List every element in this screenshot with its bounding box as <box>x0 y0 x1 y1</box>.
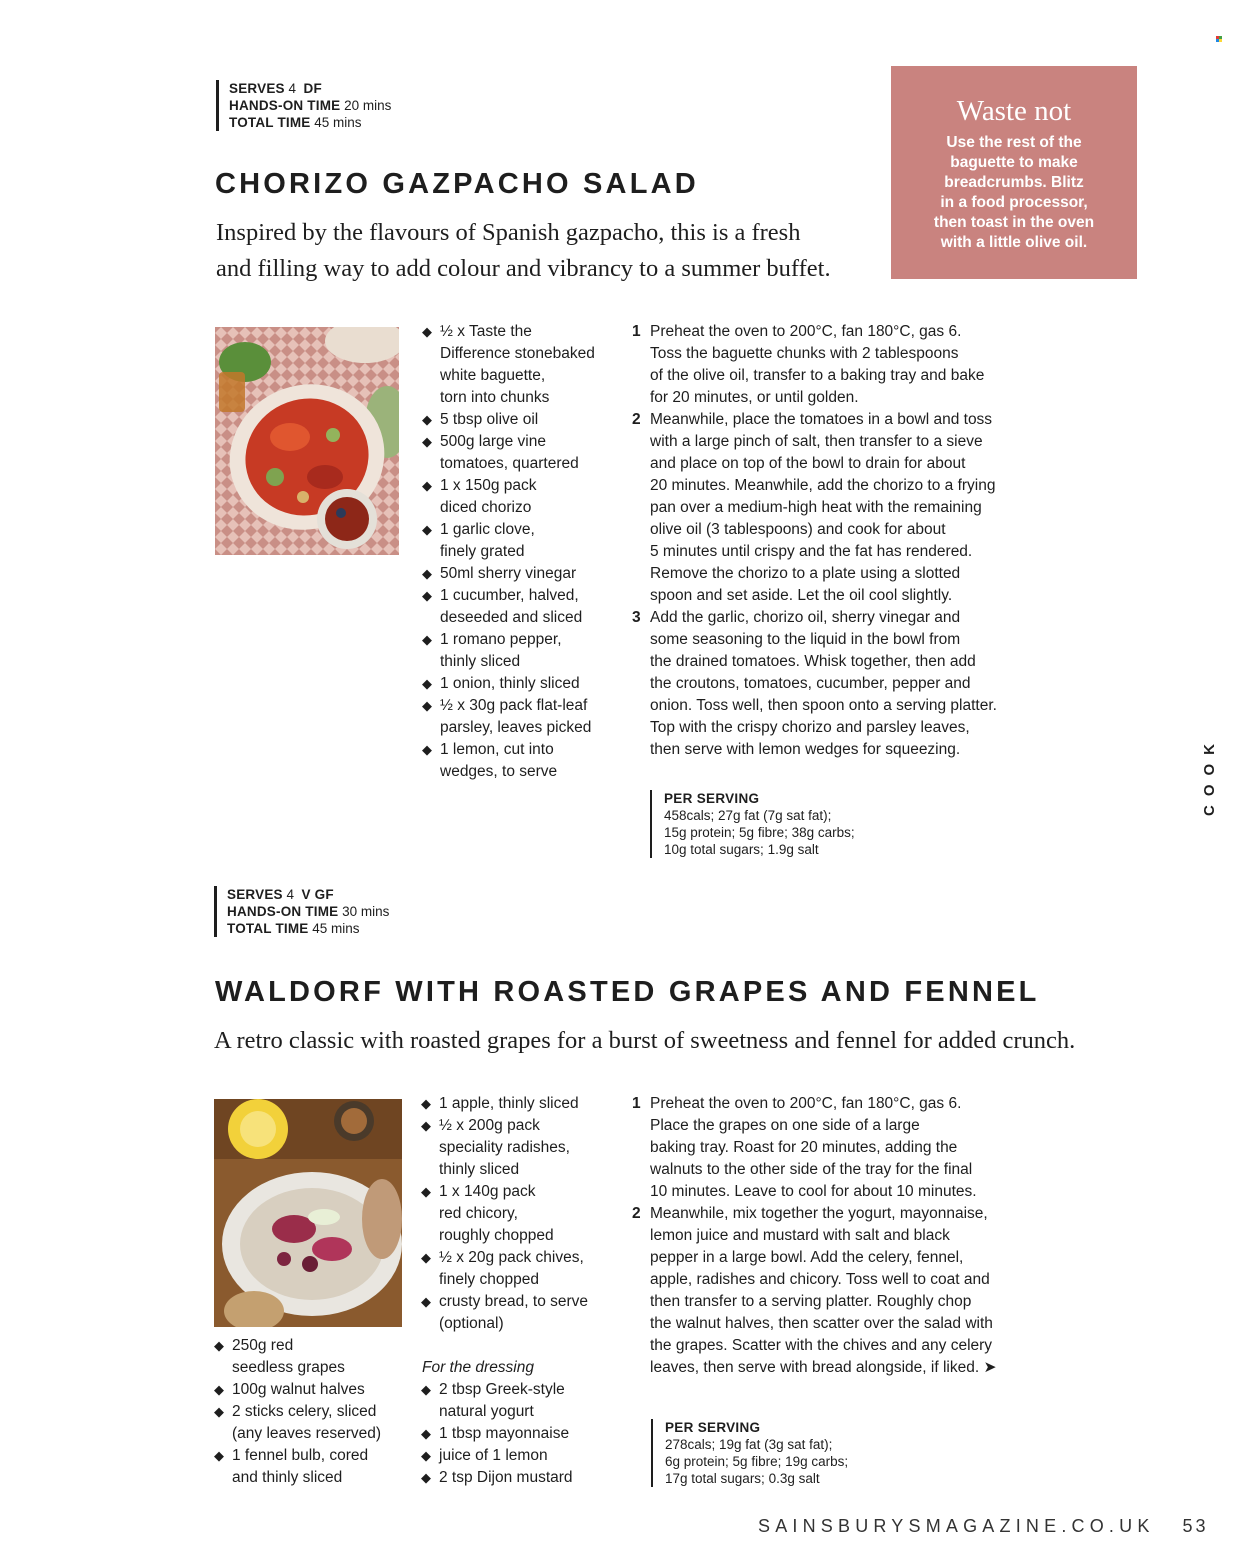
ingredient-line: tomatoes, quartered <box>440 455 579 472</box>
step-line: then transfer to a serving platter. Roughly chop <box>650 1293 972 1310</box>
ingredient-item <box>421 1247 626 1291</box>
serves-label: SERVES <box>229 81 285 96</box>
step-line: the drained tomatoes. Whisk together, then add <box>650 653 976 670</box>
ingredient-line: 2 sticks celery, sliced <box>232 1403 377 1420</box>
corner-mark-icon <box>1216 31 1224 39</box>
ingredient-item <box>422 695 622 739</box>
step-line: baking tray. Roast for 20 minutes, adding the <box>650 1139 958 1156</box>
serves-value: 4 <box>288 81 297 96</box>
nutrition-line: 458cals; 27g fat (7g sat fat); <box>664 808 832 823</box>
intro-line: Inspired by the flavours of Spanish gazpacho, this is a fresh <box>216 219 801 246</box>
chorizo-salad-photo <box>215 327 399 555</box>
step-line: onion. Toss well, then spoon onto a serving platter. <box>650 697 997 714</box>
ingredient-line: torn into chunks <box>440 389 550 406</box>
ingredient-line: 1 lemon, cut into <box>440 741 554 758</box>
nutrition-heading: PER SERVING <box>665 1420 761 1435</box>
ingredient-item <box>421 1445 626 1467</box>
ingredient-line: seedless grapes <box>232 1359 345 1376</box>
method-step <box>632 607 1042 761</box>
step-line: and place on top of the bowl to drain for about <box>650 455 966 472</box>
page-number: 53 <box>1182 1516 1209 1536</box>
ingredient-line: wedges, to serve <box>440 763 558 780</box>
ingredient-item <box>422 475 622 519</box>
step-line: Top with the crispy chorizo and parsley leaves, <box>650 719 970 736</box>
step-line: apple, radishes and chicory. Toss well to coat and <box>650 1271 990 1288</box>
ingredient-item <box>421 1423 626 1445</box>
waste-line: Use the rest of the <box>946 134 1082 151</box>
bullet-diamond-icon: ◆ <box>421 1118 431 1133</box>
step-line: Meanwhile, place the tomatoes in a bowl and toss <box>650 411 993 428</box>
ingredient-item <box>422 585 622 629</box>
step-line: then serve with lemon wedges for squeezing. <box>650 741 961 758</box>
hands-on-label: HANDS-ON TIME <box>227 904 339 919</box>
step-line: 5 minutes until crispy and the fat has rendered. <box>650 543 973 560</box>
ingredient-line: 500g large vine <box>440 433 546 450</box>
ingredient-line: 2 tbsp Greek-style <box>439 1381 565 1398</box>
ingredient-item <box>214 1401 414 1445</box>
step-line: olive oil (3 tablespoons) and cook for about <box>650 521 946 538</box>
ingredient-line: deseeded and sliced <box>440 609 583 626</box>
bullet-diamond-icon: ◆ <box>421 1382 431 1397</box>
ingredient-item <box>422 431 622 475</box>
bullet-diamond-icon: ◆ <box>214 1404 224 1419</box>
bullet-diamond-icon: ◆ <box>422 698 432 713</box>
dietary-tags: DF <box>303 81 322 96</box>
ingredient-line: 1 cucumber, halved, <box>440 587 579 604</box>
bullet-diamond-icon: ◆ <box>422 742 432 757</box>
step-line: some seasoning to the liquid in the bowl from <box>650 631 961 648</box>
ingredient-line: thinly sliced <box>440 653 521 670</box>
waste-line: then toast in the oven <box>933 214 1095 231</box>
recipe2-title: WALDORF WITH ROASTED GRAPES AND FENNEL <box>215 976 1040 1008</box>
ingredient-item <box>422 629 622 673</box>
recipe2-method <box>632 1093 1042 1379</box>
ingredient-line: 2 tsp Dijon mustard <box>439 1469 573 1486</box>
ingredient-item <box>214 1445 414 1489</box>
ingredient-item <box>422 739 622 783</box>
step-line: lemon juice and mustard with salt and black <box>650 1227 950 1244</box>
ingredient-line: parsley, leaves picked <box>440 719 592 736</box>
recipe1-method <box>632 321 1042 761</box>
step-number: 3 <box>632 609 641 626</box>
total-time-value: 45 mins <box>312 921 360 936</box>
serves-label: SERVES <box>227 887 283 902</box>
serves-value: 4 <box>286 887 295 902</box>
bullet-diamond-icon: ◆ <box>422 522 432 537</box>
recipe2-ingredients-a <box>214 1335 414 1489</box>
step-number: 2 <box>632 411 641 428</box>
waldorf-salad-photo <box>214 1099 402 1327</box>
step-line: Remove the chorizo to a plate using a slotted <box>650 565 961 582</box>
bullet-diamond-icon: ◆ <box>422 676 432 691</box>
recipe1-meta <box>216 80 391 131</box>
ingredient-item <box>422 519 622 563</box>
nutrition-line: 10g total sugars; 1.9g salt <box>664 842 819 857</box>
step-line: Toss the baguette chunks with 2 tablespoons <box>650 345 959 362</box>
nutrition-line: 17g total sugars; 0.3g salt <box>665 1471 820 1486</box>
footer <box>758 1516 1209 1537</box>
ingredient-line: (any leaves reserved) <box>232 1425 382 1442</box>
ingredient-line: finely grated <box>440 543 525 560</box>
waste-not-title: Waste not <box>956 95 1072 127</box>
step-line: walnuts to the other side of the tray for the final <box>650 1161 973 1178</box>
recipe2-nutrition <box>651 1419 848 1487</box>
ingredient-line: juice of 1 lemon <box>439 1447 548 1464</box>
ingredient-line: 1 romano pepper, <box>440 631 562 648</box>
nutrition-line: 15g protein; 5g fibre; 38g carbs; <box>664 825 855 840</box>
step-line: 20 minutes. Meanwhile, add the chorizo to a frying <box>650 477 996 494</box>
bullet-diamond-icon: ◆ <box>421 1470 431 1485</box>
recipe1-nutrition <box>650 790 855 858</box>
bullet-diamond-icon: ◆ <box>214 1338 224 1353</box>
step-line: spoon and set aside. Let the oil cool slightly. <box>650 587 953 604</box>
ingredient-line: 250g red <box>232 1337 294 1354</box>
step-line: pepper in a large bowl. Add the celery, fennel, <box>650 1249 964 1266</box>
ingredient-item <box>421 1379 626 1423</box>
ingredient-item <box>421 1467 626 1489</box>
step-line: the grapes. Scatter with the chives and any celery <box>650 1337 993 1354</box>
step-line: the croutons, tomatoes, cucumber, pepper and <box>650 675 971 692</box>
section-label: COOK <box>1201 735 1218 816</box>
recipe1-title: CHORIZO GAZPACHO SALAD <box>215 168 699 200</box>
hands-on-value: 30 mins <box>342 904 390 919</box>
waste-not-body <box>891 133 1137 253</box>
ingredient-line: 50ml sherry vinegar <box>440 565 577 582</box>
bullet-diamond-icon: ◆ <box>422 632 432 647</box>
waste-line: in a food processor, <box>940 194 1088 211</box>
bullet-diamond-icon: ◆ <box>421 1096 431 1111</box>
ingredient-item <box>421 1115 626 1181</box>
bullet-diamond-icon: ◆ <box>214 1448 224 1463</box>
step-number: 1 <box>632 323 641 340</box>
step-line: for 20 minutes, or until golden. <box>650 389 859 406</box>
ingredient-line: ½ x Taste the <box>440 323 532 340</box>
hands-on-value: 20 mins <box>344 98 392 113</box>
recipe1-intro <box>216 215 831 287</box>
bullet-diamond-icon: ◆ <box>421 1184 431 1199</box>
ingredient-line: 1 onion, thinly sliced <box>440 675 580 692</box>
nutrition-line: 278cals; 19g fat (3g sat fat); <box>665 1437 833 1452</box>
ingredient-line: 1 apple, thinly sliced <box>439 1095 579 1112</box>
ingredient-item <box>422 673 622 695</box>
step-line: Add the garlic, chorizo oil, sherry vinegar and <box>650 609 961 626</box>
ingredient-line: diced chorizo <box>440 499 532 516</box>
method-step <box>632 321 1042 409</box>
step-line: 10 minutes. Leave to cool for about 10 minutes. <box>650 1183 977 1200</box>
ingredient-item <box>214 1335 414 1379</box>
recipe2-ingredients-b <box>421 1093 626 1335</box>
step-line: pan over a medium-high heat with the remaining <box>650 499 982 516</box>
total-time-label: TOTAL TIME <box>229 115 311 130</box>
method-step <box>632 1093 1042 1203</box>
step-line: of the olive oil, transfer to a baking tray and bake <box>650 367 985 384</box>
ingredient-line: white baguette, <box>440 367 546 384</box>
waste-line: with a little olive oil. <box>940 234 1088 251</box>
step-number: 1 <box>632 1095 641 1112</box>
bullet-diamond-icon: ◆ <box>214 1382 224 1397</box>
step-line: with a large pinch of salt, then transfer to a sieve <box>650 433 983 450</box>
ingredient-line: thinly sliced <box>439 1161 520 1178</box>
step-line: Place the grapes on one side of a large <box>650 1117 920 1134</box>
recipe2-dressing <box>421 1379 626 1489</box>
method-step <box>632 1203 1042 1379</box>
ingredient-line: 5 tbsp olive oil <box>440 411 539 428</box>
total-time-label: TOTAL TIME <box>227 921 309 936</box>
ingredient-item <box>214 1379 414 1401</box>
bullet-diamond-icon: ◆ <box>421 1448 431 1463</box>
recipe1-ingredients <box>422 321 622 783</box>
step-line: Meanwhile, mix together the yogurt, mayonnaise, <box>650 1205 988 1222</box>
step-line: the walnut halves, then scatter over the salad with <box>650 1315 993 1332</box>
ingredient-line: and thinly sliced <box>232 1469 343 1486</box>
ingredient-line: 100g walnut halves <box>232 1381 365 1398</box>
bullet-diamond-icon: ◆ <box>422 412 432 427</box>
ingredient-item <box>422 321 622 409</box>
recipe2-meta <box>214 886 389 937</box>
ingredient-line: 1 garlic clove, <box>440 521 535 538</box>
waste-line: baguette to make <box>950 154 1078 171</box>
nutrition-heading: PER SERVING <box>664 791 760 806</box>
ingredient-line: speciality radishes, <box>439 1139 570 1156</box>
ingredient-line: Difference stonebaked <box>440 345 595 362</box>
ingredient-item <box>421 1291 626 1335</box>
recipe2-intro: A retro classic with roasted grapes for a burst of sweetness and fennel for added crunch. <box>214 1027 1076 1054</box>
ingredient-line: ½ x 30g pack flat-leaf <box>440 697 588 714</box>
ingredient-item <box>422 409 622 431</box>
total-time-value: 45 mins <box>314 115 362 130</box>
waste-line: breadcrumbs. Blitz <box>944 174 1084 191</box>
ingredient-line: ½ x 200g pack <box>439 1117 540 1134</box>
nutrition-line: 6g protein; 5g fibre; 19g carbs; <box>665 1454 849 1469</box>
bullet-diamond-icon: ◆ <box>422 324 432 339</box>
hands-on-label: HANDS-ON TIME <box>229 98 341 113</box>
ingredient-item <box>422 563 622 585</box>
bullet-diamond-icon: ◆ <box>422 588 432 603</box>
intro-line: and filling way to add colour and vibrancy to a summer buffet. <box>216 255 831 282</box>
ingredient-line: 1 x 150g pack <box>440 477 537 494</box>
ingredient-line: roughly chopped <box>439 1227 554 1244</box>
footer-site-link[interactable]: SAINSBURYSMAGAZINE.CO.UK <box>758 1516 1155 1536</box>
bullet-diamond-icon: ◆ <box>422 566 432 581</box>
ingredient-line: 1 fennel bulb, cored <box>232 1447 369 1464</box>
ingredient-line: natural yogurt <box>439 1403 534 1420</box>
bullet-diamond-icon: ◆ <box>422 478 432 493</box>
bullet-diamond-icon: ◆ <box>422 434 432 449</box>
ingredient-item <box>421 1181 626 1247</box>
ingredient-line: crusty bread, to serve <box>439 1293 589 1310</box>
ingredient-line: finely chopped <box>439 1271 539 1288</box>
step-line: leaves, then serve with bread alongside, if liked. ➤ <box>650 1359 997 1376</box>
bullet-diamond-icon: ◆ <box>421 1426 431 1441</box>
bullet-diamond-icon: ◆ <box>421 1294 431 1309</box>
method-step <box>632 409 1042 607</box>
bullet-diamond-icon: ◆ <box>421 1250 431 1265</box>
dressing-heading: For the dressing <box>422 1359 534 1376</box>
ingredient-item <box>421 1093 626 1115</box>
ingredient-line: 1 x 140g pack <box>439 1183 536 1200</box>
ingredient-line: 1 tbsp mayonnaise <box>439 1425 570 1442</box>
waste-not-box <box>891 66 1137 279</box>
step-number: 2 <box>632 1205 641 1222</box>
ingredient-line: ½ x 20g pack chives, <box>439 1249 584 1266</box>
step-line: Preheat the oven to 200°C, fan 180°C, gas 6. <box>650 323 962 340</box>
ingredient-line: red chicory, <box>439 1205 518 1222</box>
dietary-tags: V GF <box>301 887 334 902</box>
ingredient-line: (optional) <box>439 1315 504 1332</box>
step-line: Preheat the oven to 200°C, fan 180°C, gas 6. <box>650 1095 962 1112</box>
